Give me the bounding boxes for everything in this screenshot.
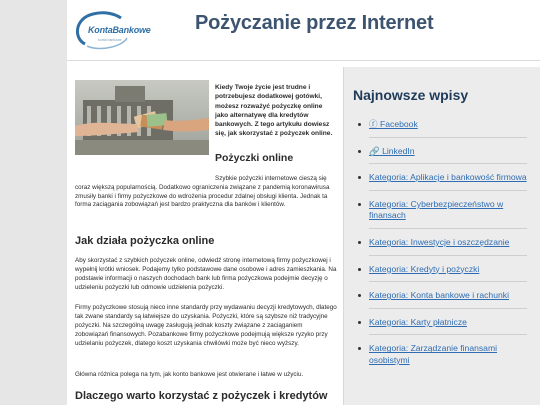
paragraph-how-it-works-3: Główna różnica polega na tym, jak konto bankowe jest otwierane i łatwe w użyciu.: [75, 371, 304, 378]
bullet-icon: [358, 176, 361, 179]
bullet-icon: [358, 268, 361, 271]
sidebar-item-category-credits[interactable]: [353, 264, 533, 276]
section-heading-how-it-works: Jak działa pożyczka online: [75, 235, 215, 247]
divider: [369, 137, 527, 138]
sidebar-item-label: Facebook: [380, 119, 418, 129]
bullet-icon: [358, 150, 361, 153]
divider: [369, 163, 527, 164]
section-text-online-loans-body: Szybkie pożyczki internetowe cieszą się coraz większą popularnością. Dodatkowo ograniczenia związane z pandemią koronawirusa zmusiły banki i firmy pożyczkowe do wdrożenia procedur zdalnej obsługi klienta. Jednak ta forma zaciągania zobowiązań jest bardzo praktyczna dla banków i klientów.: [75, 175, 330, 209]
sidebar-item-label: Kategoria: Aplikacje i bankowość firmowa: [369, 172, 527, 183]
sidebar-item-category-cards[interactable]: [353, 317, 533, 329]
site-header: [67, 0, 540, 58]
site-title[interactable]: Pożyczanie przez Internet: [195, 12, 434, 34]
bullet-icon: [358, 347, 361, 350]
sidebar-item-category-personal-finance[interactable]: [353, 343, 533, 366]
logo-subtitle: konta bankowe: [98, 38, 122, 42]
sidebar-item-label: Kategoria: Inwestycje i oszczędzanie: [369, 236, 510, 247]
sidebar-item-category-investing[interactable]: [353, 237, 533, 249]
header-divider: [67, 60, 540, 61]
divider: [369, 308, 527, 309]
sidebar-item-label: Kategoria: Cyberbezpieczeństwo w finansach: [369, 198, 504, 221]
section-text-online-loans: [75, 175, 337, 210]
linkedin-icon: 🔗: [369, 145, 380, 156]
divider: [369, 281, 527, 282]
divider: [369, 334, 527, 335]
site-logo[interactable]: [71, 8, 155, 52]
sidebar-title: Najnowsze wpisy: [353, 87, 469, 103]
sidebar-item-category-cybersecurity[interactable]: [353, 199, 533, 222]
section-heading-why-loans: Dlaczego warto korzystać z pożyczek i kredytów: [75, 390, 328, 402]
paragraph-how-it-works-1: Aby skorzystać z szybkich pożyczek online, odwiedź stronę internetową firmy pożyczkowej i wypełnij krótki wniosek. Podajemy tylko podstawowe dane osobowe i adres zamieszkania. Na podstawie informacji o naszych dochodach bank lub firma pożyczkowa podejmie decyzję o udzieleniu pożyczki lub odmowie udzielenia pożyczki.: [75, 257, 337, 291]
divider: [369, 255, 527, 256]
page: [67, 0, 540, 405]
sidebar-item-label: Kategoria: Konta bankowe i rachunki: [369, 290, 509, 301]
sidebar-item-label: Kategoria: Karty płatnicze: [369, 316, 467, 327]
sidebar: [343, 67, 540, 405]
sidebar-item-linkedin[interactable]: [353, 146, 533, 158]
sidebar-item-label: LinkedIn: [382, 145, 415, 156]
article-intro: Kiedy Twoje życie jest trudne i potrzebujesz dodatkowej gotówki, możesz rozważyć pożyczkę online jako alternatywę dla kredytów bankowych. Z tego artykułu dowiesz się, jak skorzystać z pożyczek online.: [215, 84, 333, 138]
facebook-icon: ⓕ: [369, 119, 378, 129]
bullet-icon: [358, 203, 361, 206]
hero-image: [75, 80, 209, 155]
bullet-icon: [358, 294, 361, 297]
divider: [369, 228, 527, 229]
sidebar-item-label: Kategoria: Kredyty i pożyczki: [369, 263, 480, 274]
sidebar-item-label: Kategoria: Zarządzanie finansami osobistymi: [369, 343, 498, 365]
divider: [369, 190, 527, 191]
bullet-icon: [358, 241, 361, 244]
recent-posts-list: [353, 119, 533, 367]
section-heading-online-loans: Pożyczki online: [215, 152, 294, 164]
sidebar-item-facebook[interactable]: [353, 119, 533, 131]
sidebar-item-category-apps[interactable]: [353, 172, 533, 184]
paragraph-how-it-works-2: Firmy pożyczkowe stosują nieco inne standardy przy wydawaniu decyzji kredytowych, dlatego tak zwane standardy są łatwiejsze do uzyskania. Pożyczki, które są szybsze niż tradycyjne pożyczki. Na szczególną uwagę zasługują jednak koszty związane z zaciąganiem zobowiązań finansowych. Pozabankowe firmy pożyczkowe podejmują większe ryzyko przy udzielaniu pożyczek, dlatego koszt uzyskania chwilówki może być nieco wyższy.: [75, 304, 337, 347]
bullet-icon: [358, 321, 361, 324]
sidebar-item-category-accounts[interactable]: [353, 290, 533, 302]
logo-text: KontaBankowe: [88, 25, 151, 35]
bullet-icon: [358, 123, 361, 126]
